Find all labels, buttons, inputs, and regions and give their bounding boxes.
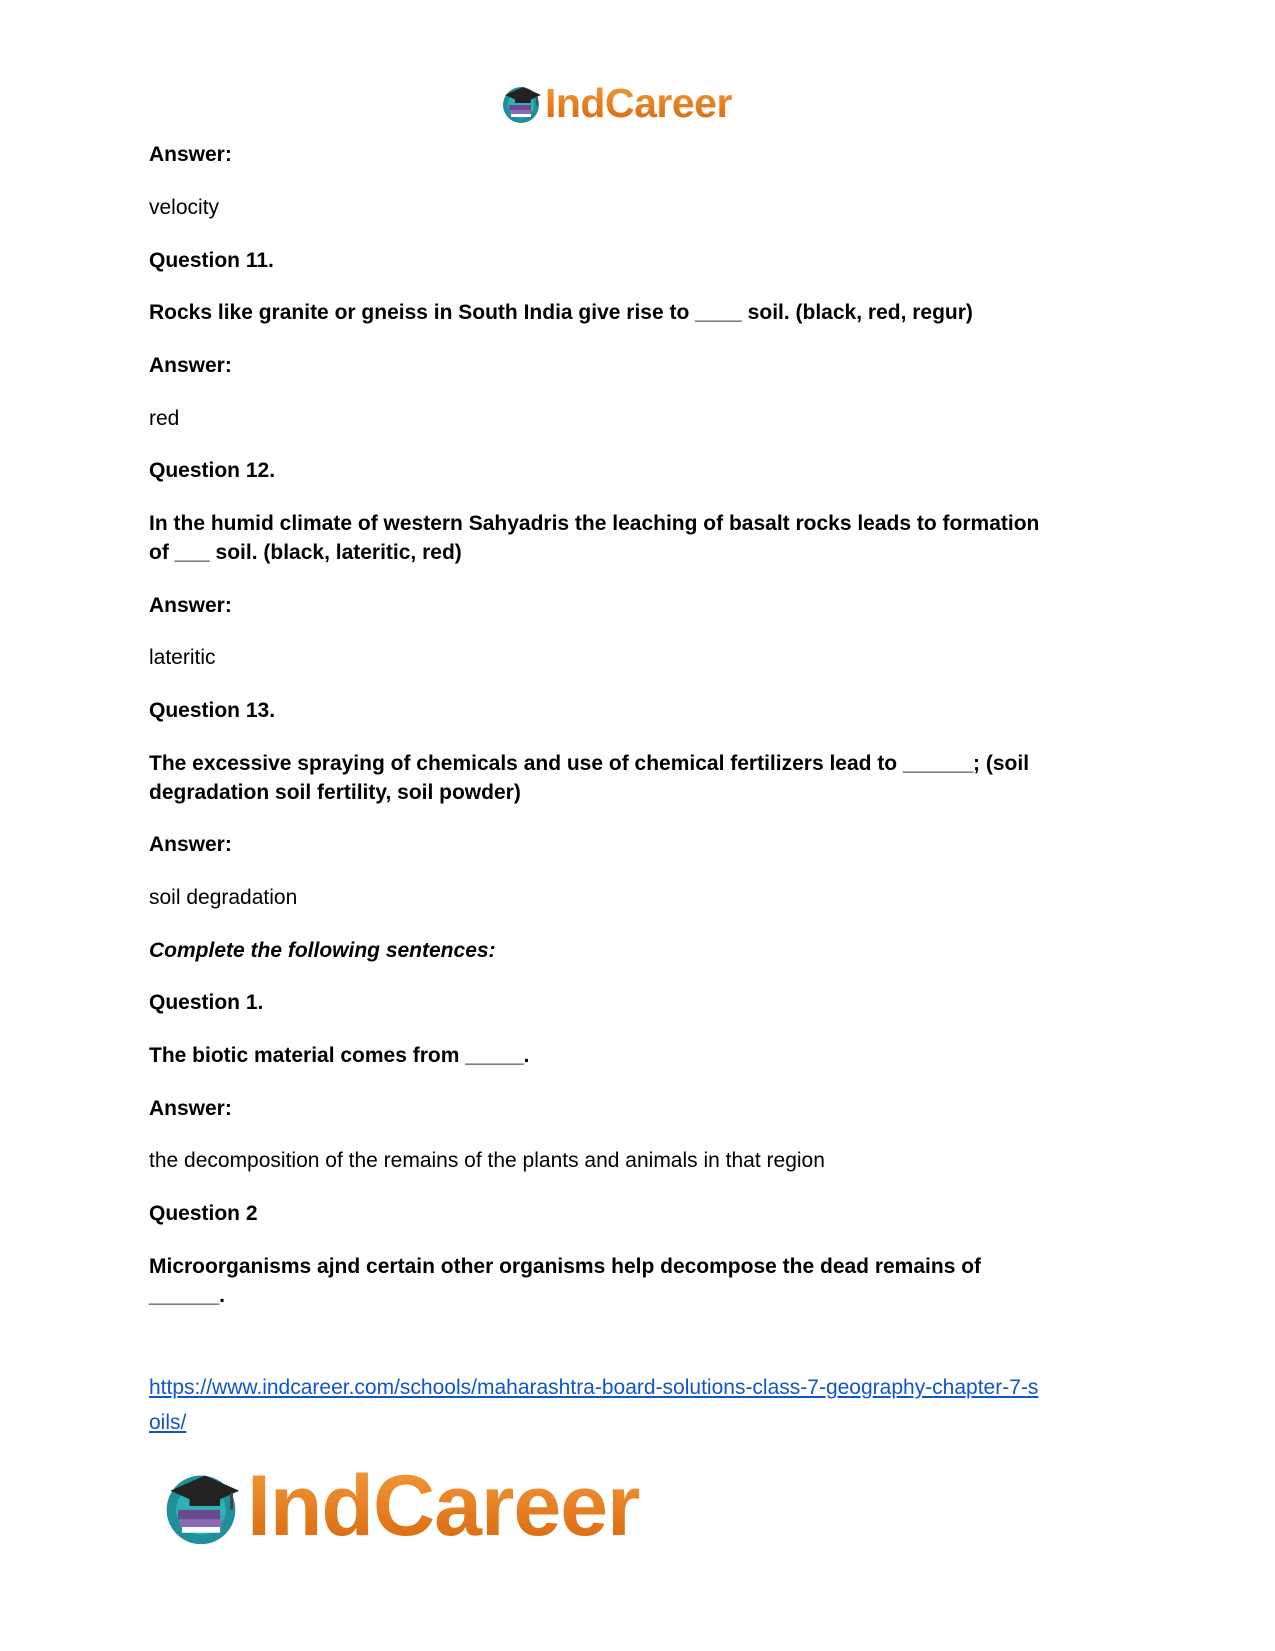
answer-label: Answer: xyxy=(149,594,232,617)
answer-text: the decomposition of the remains of the plants and animals in that region xyxy=(149,1149,825,1172)
section-heading: Complete the following sentences: xyxy=(149,939,496,962)
question-heading: Question 11. xyxy=(149,249,274,272)
question-text: In the humid climate of western Sahyadris the leaching of basalt rocks leads to formation xyxy=(149,512,1040,535)
answer-text: soil degradation xyxy=(149,886,298,909)
answer-label: Answer: xyxy=(149,354,232,377)
question-heading: Question 12. xyxy=(149,459,276,482)
question-text: The excessive spraying of chemicals and use of chemical fertilizers lead to ______; (soil xyxy=(149,752,1030,775)
logo-wordmark: IndCareer xyxy=(247,1458,640,1554)
question-text: Microorganisms ajnd certain other organisms help decompose the dead remains of xyxy=(149,1255,982,1278)
answer-text: red xyxy=(149,407,180,430)
question-text: of ___ soil. (black, lateritic, red) xyxy=(149,541,462,564)
answer-label: Answer: xyxy=(149,143,232,166)
question-heading: Question 2 xyxy=(149,1202,258,1225)
graduation-cap-globe-icon xyxy=(499,81,543,125)
footer-logo xyxy=(159,1460,640,1552)
question-text: degradation soil fertility, soil powder) xyxy=(149,781,521,804)
question-heading: Question 1. xyxy=(149,991,264,1014)
source-link[interactable]: https://www.indcareer.com/schools/maharashtra-board-solutions-class-7-geography-chapter-7-s xyxy=(149,1376,1039,1399)
logo-wordmark: IndCareer xyxy=(545,79,732,126)
graduation-cap-globe-icon xyxy=(159,1464,243,1548)
header-logo xyxy=(499,80,732,126)
answer-label: Answer: xyxy=(149,1097,232,1120)
question-text: ______. xyxy=(149,1284,225,1307)
question-text: The biotic material comes from _____. xyxy=(149,1044,530,1067)
question-text: Rocks like granite or gneiss in South India give rise to ____ soil. (black, red, regur) xyxy=(149,301,973,324)
answer-label: Answer: xyxy=(149,833,232,856)
answer-text: lateritic xyxy=(149,646,216,669)
answer-text: velocity xyxy=(149,196,220,219)
question-heading: Question 13. xyxy=(149,699,276,722)
source-link-continuation[interactable]: oils/ xyxy=(149,1411,187,1434)
